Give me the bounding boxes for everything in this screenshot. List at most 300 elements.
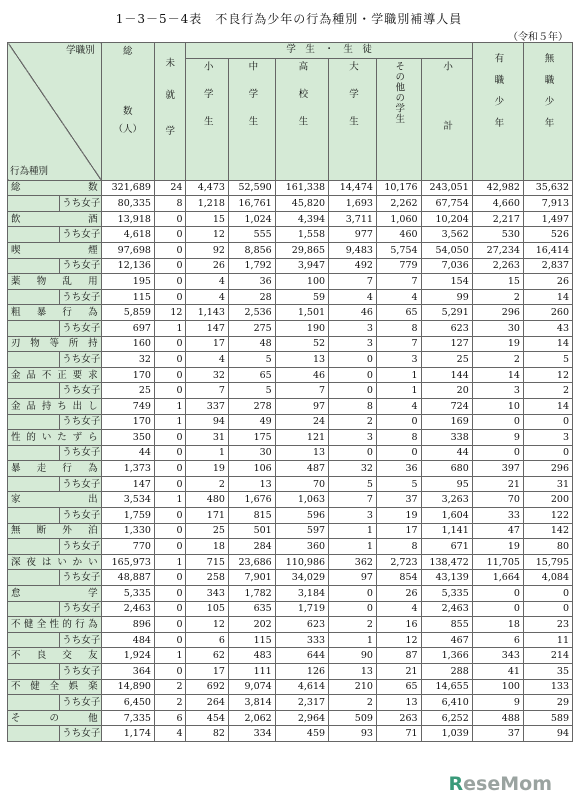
female-label: うち女子 — [60, 601, 101, 617]
cell-value: 12 — [186, 617, 228, 633]
cell-value: 17 — [186, 336, 228, 352]
cell-value-female: 93 — [329, 726, 377, 742]
cell-value-female: 0 — [329, 383, 377, 399]
cell-value: 170 — [101, 367, 154, 383]
cell-value: 127 — [421, 336, 472, 352]
cell-value: 36 — [376, 461, 421, 477]
data-table — [7, 42, 573, 742]
cell-value-female: 70 — [275, 476, 328, 492]
row-label: 薬物乱用 — [8, 274, 102, 290]
cell-value-female: 0 — [154, 476, 186, 492]
cell-value: 260 — [523, 305, 572, 321]
col-other-students: その他の学生 — [376, 58, 421, 180]
row-label: 怠学 — [8, 586, 102, 602]
female-label: うち女子 — [60, 352, 101, 368]
cell-value-female: 37 — [472, 726, 523, 742]
cell-value: 7 — [329, 492, 377, 508]
cell-value-female: 0 — [376, 414, 421, 430]
cell-value: 338 — [421, 430, 472, 446]
cell-value-female: 6,450 — [101, 695, 154, 711]
cell-value-female: 67,754 — [421, 196, 472, 212]
cell-value-female: 635 — [228, 601, 275, 617]
cell-value: 278 — [228, 398, 275, 414]
cell-value: 896 — [101, 617, 154, 633]
cell-value: 321,689 — [101, 180, 154, 196]
cell-value-female: 4,618 — [101, 227, 154, 243]
cell-value-female: 7,901 — [228, 570, 275, 586]
cell-value-female: 530 — [472, 227, 523, 243]
cell-value-female: 43,139 — [421, 570, 472, 586]
cell-value-female: 9 — [472, 695, 523, 711]
cell-value: 296 — [472, 305, 523, 321]
cell-value-female: 8 — [376, 539, 421, 555]
cell-value: 0 — [154, 242, 186, 258]
cell-value: 1,501 — [275, 305, 328, 321]
cell-value: 480 — [186, 492, 228, 508]
col-subtotal: 小計 — [421, 58, 472, 180]
indent-cell — [8, 476, 60, 492]
cell-value: 1,024 — [228, 211, 275, 227]
cell-value: 9,483 — [329, 242, 377, 258]
cell-value: 142 — [523, 523, 572, 539]
table-row-female — [8, 695, 573, 711]
table-row-female — [8, 632, 573, 648]
cell-value: 3 — [329, 430, 377, 446]
row-label: 不健全性的行為 — [8, 617, 102, 633]
cell-value-female: 0 — [154, 601, 186, 617]
cell-value-female: 4 — [376, 601, 421, 617]
cell-value-female: 32 — [101, 352, 154, 368]
cell-value-female: 45,820 — [275, 196, 328, 212]
cell-value-female: 1,719 — [275, 601, 328, 617]
cell-value: 0 — [523, 586, 572, 602]
cell-value: 14,890 — [101, 679, 154, 695]
cell-value-female: 2,262 — [376, 196, 421, 212]
cell-value-female: 0 — [154, 352, 186, 368]
cell-value-female: 2,317 — [275, 695, 328, 711]
cell-value-female: 16,761 — [228, 196, 275, 212]
cell-value-female: 1 — [329, 632, 377, 648]
cell-value: 8 — [329, 398, 377, 414]
cell-value: 9,074 — [228, 679, 275, 695]
table-row-female — [8, 445, 573, 461]
cell-value-female: 28 — [228, 289, 275, 305]
cell-value-female: 8 — [376, 320, 421, 336]
cell-value-female: 460 — [376, 227, 421, 243]
cell-value-female: 7 — [275, 383, 328, 399]
cell-value: 10,204 — [421, 211, 472, 227]
cell-value-female: 122 — [523, 508, 572, 524]
cell-value-female: 13 — [275, 352, 328, 368]
cell-value: 263 — [376, 710, 421, 726]
table-row — [8, 554, 573, 570]
cell-value: 18 — [472, 617, 523, 633]
cell-value-female: 80 — [523, 539, 572, 555]
col-high-school: 高校生 — [275, 58, 328, 180]
cell-value: 29,865 — [275, 242, 328, 258]
cell-value-female: 1 — [154, 320, 186, 336]
logo-text: eseMom — [463, 773, 552, 795]
row-label: 性的いたずら — [8, 430, 102, 446]
table-row-female — [8, 508, 573, 524]
cell-value-female: 0 — [472, 601, 523, 617]
cell-value: 97,698 — [101, 242, 154, 258]
cell-value-female: 854 — [376, 570, 421, 586]
cell-value-female: 0 — [376, 445, 421, 461]
female-label: うち女子 — [60, 414, 101, 430]
cell-value-female: 97 — [329, 570, 377, 586]
cell-value-female: 35 — [523, 664, 572, 680]
cell-value-female: 2,837 — [523, 258, 572, 274]
cell-value: 0 — [154, 367, 186, 383]
cell-value: 3,711 — [329, 211, 377, 227]
cell-value: 32 — [186, 367, 228, 383]
cell-value: 23 — [523, 617, 572, 633]
cell-value: 14,655 — [421, 679, 472, 695]
row-label: 粗暴行為 — [8, 305, 102, 321]
female-label: うち女子 — [60, 383, 101, 399]
cell-value-female: 20 — [421, 383, 472, 399]
cell-value-female: 41 — [472, 664, 523, 680]
cell-value: 31 — [186, 430, 228, 446]
table-title: 1－3－5－4表 不良行為少年の行為種別・学職別補導人員 — [115, 12, 463, 26]
female-label: うち女子 — [60, 570, 101, 586]
cell-value-female: 115 — [101, 289, 154, 305]
cell-value: 46 — [329, 305, 377, 321]
cell-value: 5,335 — [421, 586, 472, 602]
female-label: うち女子 — [60, 539, 101, 555]
cell-value-female: 0 — [329, 601, 377, 617]
indent-cell — [8, 664, 60, 680]
cell-value: 65 — [228, 367, 275, 383]
cell-value: 36 — [228, 274, 275, 290]
unenrolled-header: 未 就 学 — [154, 43, 186, 181]
cell-value: 1,373 — [101, 461, 154, 477]
cell-value: 52 — [275, 336, 328, 352]
cell-value: 0 — [329, 586, 377, 602]
cell-value-female: 8 — [154, 196, 186, 212]
cell-value: 27,234 — [472, 242, 523, 258]
indent-cell — [8, 352, 60, 368]
cell-value: 0 — [154, 586, 186, 602]
col-junior-high: 中学生 — [228, 58, 275, 180]
table-row — [8, 398, 573, 414]
cell-value: 100 — [275, 274, 328, 290]
cell-value-female: 770 — [101, 539, 154, 555]
cell-value: 133 — [523, 679, 572, 695]
total-header: 総 数 （人） — [101, 43, 154, 181]
cell-value-female: 2 — [472, 352, 523, 368]
table-row — [8, 274, 573, 290]
cell-value-female: 4 — [186, 352, 228, 368]
cell-value-female: 2 — [472, 289, 523, 305]
cell-value: 19 — [472, 336, 523, 352]
cell-value-female: 5 — [228, 352, 275, 368]
cell-value: 3,184 — [275, 586, 328, 602]
cell-value-female: 360 — [275, 539, 328, 555]
indent-cell — [8, 383, 60, 399]
cell-value: 175 — [228, 430, 275, 446]
row-label: 家出 — [8, 492, 102, 508]
cell-value-female: 12 — [376, 632, 421, 648]
cell-value: 11,705 — [472, 554, 523, 570]
cell-value-female: 44 — [101, 445, 154, 461]
cell-value-female: 11 — [523, 632, 572, 648]
table-row-female — [8, 726, 573, 742]
table-row — [8, 492, 573, 508]
table-row — [8, 336, 573, 352]
cell-value: 589 — [523, 710, 572, 726]
cell-value-female: 2 — [523, 383, 572, 399]
indent-cell — [8, 695, 60, 711]
cell-value: 1,063 — [275, 492, 328, 508]
table-row-female — [8, 258, 573, 274]
cell-value-female: 19 — [376, 508, 421, 524]
cell-value: 2,723 — [376, 554, 421, 570]
cell-value-female: 2,463 — [101, 601, 154, 617]
cell-value-female: 0 — [154, 258, 186, 274]
cell-value-female: 1 — [186, 445, 228, 461]
cell-value: 7 — [376, 274, 421, 290]
cell-value: 0 — [154, 617, 186, 633]
cell-value: 2,217 — [472, 211, 523, 227]
table-row — [8, 461, 573, 477]
cell-value: 509 — [329, 710, 377, 726]
cell-value: 121 — [275, 430, 328, 446]
cell-value: 5,859 — [101, 305, 154, 321]
cell-value-female: 171 — [186, 508, 228, 524]
cell-value: 343 — [472, 648, 523, 664]
cell-value: 144 — [421, 367, 472, 383]
cell-value: 161,338 — [275, 180, 328, 196]
cell-value: 12 — [523, 367, 572, 383]
cell-value-female: 779 — [376, 258, 421, 274]
cell-value-female: 18 — [186, 539, 228, 555]
cell-value-female: 1,218 — [186, 196, 228, 212]
cell-value-female: 697 — [101, 320, 154, 336]
female-label: うち女子 — [60, 227, 101, 243]
indent-cell — [8, 508, 60, 524]
cell-value: 1 — [154, 648, 186, 664]
table-row — [8, 180, 573, 196]
cell-value-female: 2 — [329, 695, 377, 711]
cell-value-female: 190 — [275, 320, 328, 336]
row-label: その他 — [8, 710, 102, 726]
row-label: 不良交友 — [8, 648, 102, 664]
cell-value: 138,472 — [421, 554, 472, 570]
cell-value: 0 — [154, 430, 186, 446]
cell-value: 87 — [376, 648, 421, 664]
cell-value-female: 170 — [101, 414, 154, 430]
cell-value-female: 21 — [376, 664, 421, 680]
col-elementary: 小学生 — [186, 58, 228, 180]
cell-value-female: 0 — [329, 352, 377, 368]
cell-value-female: 29 — [523, 695, 572, 711]
cell-value: 0 — [154, 461, 186, 477]
cell-value: 14,474 — [329, 180, 377, 196]
cell-value-female: 1,792 — [228, 258, 275, 274]
cell-value-female: 99 — [421, 289, 472, 305]
table-row — [8, 523, 573, 539]
cell-value-female: 13 — [228, 476, 275, 492]
cell-value-female: 43 — [523, 320, 572, 336]
cell-value: 25 — [186, 523, 228, 539]
cell-value: 15,795 — [523, 554, 572, 570]
table-row — [8, 211, 573, 227]
cell-value-female: 126 — [275, 664, 328, 680]
cell-value: 13,918 — [101, 211, 154, 227]
cell-value: 15 — [186, 211, 228, 227]
cell-value-female: 48,887 — [101, 570, 154, 586]
cell-value: 1,143 — [186, 305, 228, 321]
cell-value-female: 4 — [376, 289, 421, 305]
indent-cell — [8, 570, 60, 586]
cell-value-female: 815 — [228, 508, 275, 524]
female-label: うち女子 — [60, 289, 101, 305]
cell-value-female: 21 — [472, 476, 523, 492]
cell-value: 3 — [329, 336, 377, 352]
cell-value: 1,330 — [101, 523, 154, 539]
cell-value: 15 — [472, 274, 523, 290]
cell-value-female: 95 — [421, 476, 472, 492]
cell-value-female: 30 — [472, 320, 523, 336]
cell-value-female: 459 — [275, 726, 328, 742]
female-label: うち女子 — [60, 320, 101, 336]
table-row — [8, 648, 573, 664]
cell-value-female: 275 — [228, 320, 275, 336]
cell-value: 1 — [154, 492, 186, 508]
cell-value-female: 2 — [154, 695, 186, 711]
cell-value: 1,366 — [421, 648, 472, 664]
indent-cell — [8, 227, 60, 243]
cell-value-female: 3 — [472, 383, 523, 399]
cell-value: 46 — [275, 367, 328, 383]
indent-cell — [8, 632, 60, 648]
cell-value-female: 0 — [472, 414, 523, 430]
cell-value-female: 0 — [154, 664, 186, 680]
cell-value: 4 — [376, 398, 421, 414]
cell-value-female: 33 — [472, 508, 523, 524]
cell-value: 597 — [275, 523, 328, 539]
cell-value-female: 526 — [523, 227, 572, 243]
cell-value: 97 — [275, 398, 328, 414]
cell-value: 202 — [228, 617, 275, 633]
cell-value: 855 — [421, 617, 472, 633]
cell-value-female: 6 — [186, 632, 228, 648]
cell-value: 337 — [186, 398, 228, 414]
cell-value: 210 — [329, 679, 377, 695]
indent-cell — [8, 539, 60, 555]
table-row — [8, 305, 573, 321]
cell-value-female: 3,814 — [228, 695, 275, 711]
cell-value: 10 — [472, 398, 523, 414]
cell-value-female: 5 — [228, 383, 275, 399]
cell-value-female: 467 — [421, 632, 472, 648]
cell-value: 1,141 — [421, 523, 472, 539]
cell-value: 4,473 — [186, 180, 228, 196]
cell-value: 35,632 — [523, 180, 572, 196]
indent-cell — [8, 258, 60, 274]
row-label: 喫煙 — [8, 242, 102, 258]
row-label: 飲酒 — [8, 211, 102, 227]
cell-value-female: 7,913 — [523, 196, 572, 212]
cell-value-female: 0 — [154, 632, 186, 648]
cell-value-female: 94 — [186, 414, 228, 430]
cell-value: 106 — [228, 461, 275, 477]
cell-value-female: 1,759 — [101, 508, 154, 524]
cell-value: 243,051 — [421, 180, 472, 196]
cell-value-female: 2,263 — [472, 258, 523, 274]
cell-value: 5,754 — [376, 242, 421, 258]
table-row-female — [8, 570, 573, 586]
cell-value: 2,062 — [228, 710, 275, 726]
cell-value: 487 — [275, 461, 328, 477]
cell-value-female: 1,039 — [421, 726, 472, 742]
cell-value: 1 — [154, 554, 186, 570]
cell-value: 0 — [154, 336, 186, 352]
female-label: うち女子 — [60, 508, 101, 524]
cell-value: 100 — [472, 679, 523, 695]
cell-value: 1,676 — [228, 492, 275, 508]
cell-value: 1 — [154, 398, 186, 414]
female-label: うち女子 — [60, 476, 101, 492]
corner-bottom-label: 行為種別 — [10, 165, 49, 177]
cell-value: 1 — [329, 523, 377, 539]
cell-value-female: 94 — [523, 726, 572, 742]
cell-value-female: 0 — [154, 539, 186, 555]
cell-value-female: 0 — [523, 445, 572, 461]
corner-top-label: 学職別 — [66, 45, 95, 56]
cell-value: 1 — [376, 367, 421, 383]
cell-value-female: 49 — [228, 414, 275, 430]
cell-value-female: 31 — [523, 476, 572, 492]
cell-value-female: 12 — [186, 227, 228, 243]
table-row-female — [8, 664, 573, 680]
cell-value-female: 4 — [329, 289, 377, 305]
cell-value: 92 — [186, 242, 228, 258]
cell-value: 4 — [186, 274, 228, 290]
cell-value-female: 13 — [376, 695, 421, 711]
table-row — [8, 430, 573, 446]
cell-value-female: 334 — [228, 726, 275, 742]
cell-value-female: 0 — [154, 445, 186, 461]
cell-value-female: 34,029 — [275, 570, 328, 586]
table-row-female — [8, 289, 573, 305]
cell-value: 19 — [186, 461, 228, 477]
cell-value-female: 169 — [421, 414, 472, 430]
cell-value: 2,964 — [275, 710, 328, 726]
cell-value: 0 — [154, 523, 186, 539]
cell-value-female: 1 — [376, 383, 421, 399]
cell-value-female: 977 — [329, 227, 377, 243]
cell-value: 623 — [275, 617, 328, 633]
table-row — [8, 586, 573, 602]
cell-value-female: 3 — [329, 320, 377, 336]
cell-value: 501 — [228, 523, 275, 539]
indent-cell — [8, 196, 60, 212]
cell-value-female: 147 — [186, 320, 228, 336]
indent-cell — [8, 414, 60, 430]
cell-value: 52,590 — [228, 180, 275, 196]
cell-value-female: 5 — [329, 476, 377, 492]
table-row-female — [8, 601, 573, 617]
cell-value: 14 — [472, 367, 523, 383]
table-row — [8, 710, 573, 726]
cell-value: 644 — [275, 648, 328, 664]
cell-value: 48 — [228, 336, 275, 352]
cell-value-female: 2,463 — [421, 601, 472, 617]
cell-value-female: 71 — [376, 726, 421, 742]
